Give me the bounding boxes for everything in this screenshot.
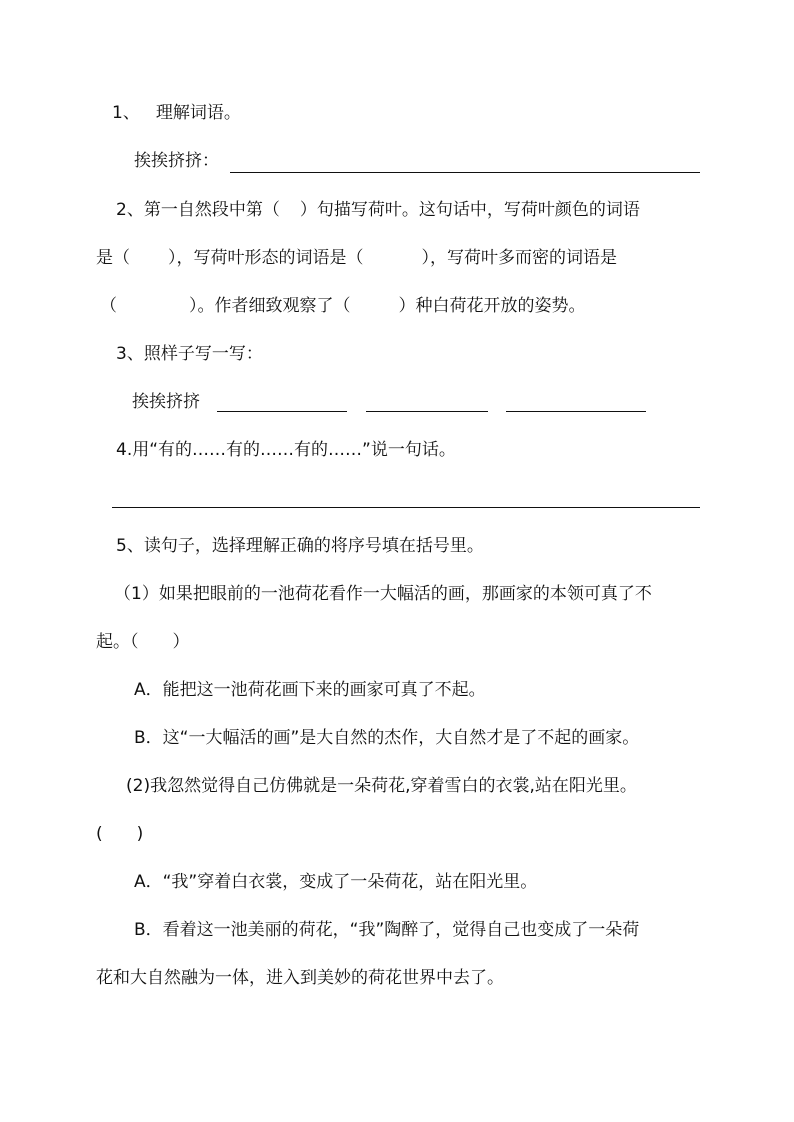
- q2-line-1: [116, 199, 640, 221]
- q2-line-2: [96, 247, 617, 269]
- q1-number: 1、: [112, 103, 140, 123]
- q2-text-1a: 2、第一自然段中第（: [116, 200, 280, 220]
- q5-s1-line-2[interactable]: 起。（ ）: [96, 632, 190, 652]
- q2-text-3c: ）种白荷花开放的姿势。: [398, 296, 586, 316]
- q5-s2-option-b-line-1: B．看着这一池美丽的荷花，“我”陶醉了，觉得自己也变成了一朵荷: [134, 920, 640, 940]
- q2-text-1b: ）句描写荷叶。这句话中，写荷叶颜色的词语: [299, 200, 640, 220]
- q2-text-2b: ），写荷叶形态的词语是（: [168, 248, 364, 268]
- q5-s2-option-b-line-2: 花和大自然融为一体，进入到美妙的荷花世界中去了。: [96, 968, 504, 988]
- q1-heading: [112, 102, 241, 124]
- q4-heading: 4.用“有的……有的……有的……”说一句话。: [116, 440, 456, 460]
- q1-term-row: [134, 150, 219, 172]
- q3-blank-3[interactable]: [506, 411, 646, 412]
- q5-s2-line-1: (2)我忽然觉得自己仿佛就是一朵荷花,穿着雪白的衣裳,站在阳光里。: [126, 776, 637, 796]
- q3-blank-2[interactable]: [366, 411, 488, 412]
- q2-text-2a: 是（: [96, 248, 130, 268]
- q4-answer-line[interactable]: [112, 507, 700, 508]
- q5-s1-option-b: B．这“一大幅活的画”是大自然的杰作，大自然才是了不起的画家。: [134, 728, 640, 748]
- q3-heading: 3、照样子写一写：: [116, 344, 263, 364]
- q3-example: 挨挨挤挤: [132, 392, 200, 412]
- q5-s1-option-a: A．能把这一池荷花画下来的画家可真了不起。: [134, 680, 486, 700]
- q2-text-3b: ）。作者细致观察了（: [189, 296, 351, 316]
- q1-title: 理解词语。: [155, 103, 241, 123]
- q1-answer-blank[interactable]: [230, 172, 700, 173]
- q5-heading: 5、读句子，选择理解正确的将序号填在括号里。: [116, 536, 484, 556]
- q5-s2-option-a: A．“我”穿着白衣裳，变成了一朵荷花，站在阳光里。: [134, 872, 538, 892]
- q1-term: 挨挨挤挤：: [134, 151, 219, 171]
- q2-text-2c: ），写荷叶多而密的词语是: [421, 248, 617, 268]
- q5-s2-line-2[interactable]: ( ): [96, 824, 144, 844]
- q2-text-3a: （: [100, 296, 117, 316]
- q2-line-3: [100, 295, 586, 317]
- q5-s1-line-1: （1）如果把眼前的一池荷花看作一大幅活的画，那画家的本领可真了不: [114, 584, 652, 604]
- q3-blank-1[interactable]: [217, 411, 347, 412]
